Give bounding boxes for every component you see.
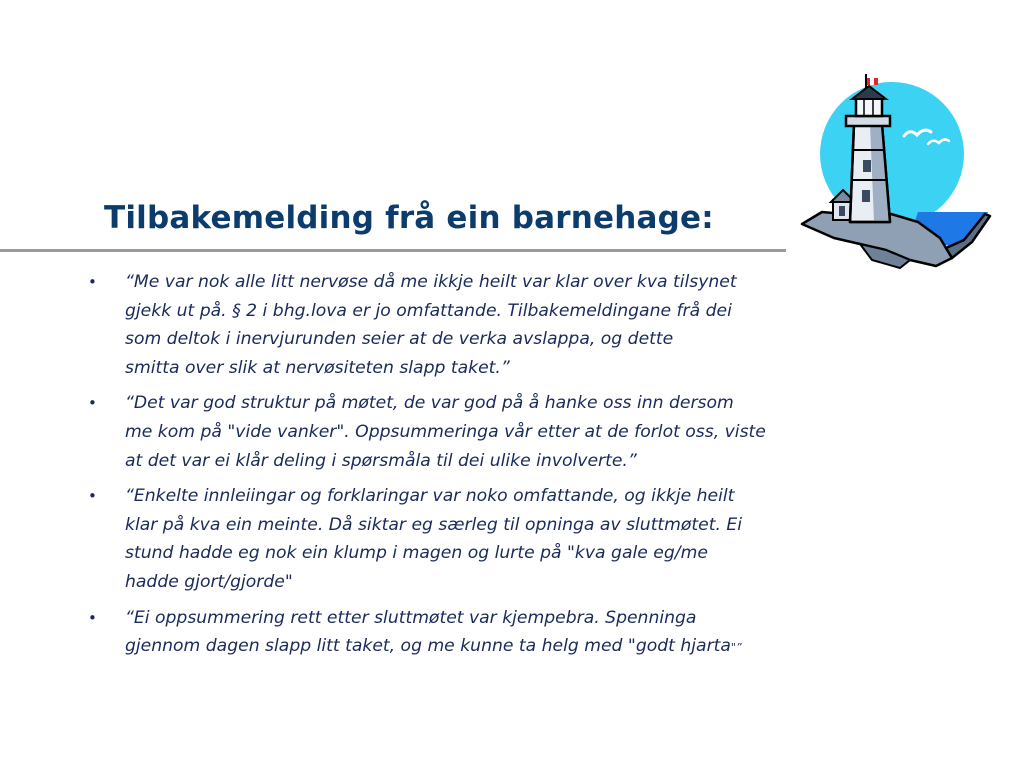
quote-line: som deltok i inervjurunden seier at de verka avslappa, og dette bbox=[125, 329, 674, 350]
quote-line: “Enkelte innleiingar og forklaringar var noko omfattande, og ikkje heilt bbox=[125, 486, 735, 507]
list-item bbox=[88, 268, 888, 382]
title-divider bbox=[0, 249, 786, 252]
slide-title: Tilbakemelding frå ein barnehage: bbox=[104, 200, 714, 236]
bullet-marker: • bbox=[88, 394, 97, 413]
bullet-marker: • bbox=[88, 487, 97, 506]
quote-line: stund hadde eg nok ein klump i magen og lurte på "kva gale eg/me bbox=[125, 543, 708, 564]
quote-line: “Me var nok alle litt nervøse då me ikkje heilt var klar over kva tilsynet bbox=[125, 272, 737, 292]
quote-line: at det var ei klår deling i spørsmåla til dei ulike involverte.” bbox=[125, 450, 637, 471]
lighthouse-icon bbox=[800, 72, 995, 272]
list-item bbox=[88, 389, 888, 475]
closing-quote: "” bbox=[730, 641, 742, 655]
quote-line bbox=[125, 632, 888, 663]
quote-line: hadde gjort/gjorde" bbox=[125, 571, 293, 592]
quote-text: gjennom dagen slapp litt taket, og me kunne ta helg med "godt hjarta bbox=[125, 636, 731, 657]
quote-line: “Ei oppsummering rett etter sluttmøtet var kjempebra. Spenninga bbox=[125, 607, 697, 628]
list-item bbox=[88, 604, 888, 663]
quote-line: “Det var god struktur på møtet, de var god på å hanke oss inn dersom bbox=[125, 393, 734, 414]
quote-line: smitta over slik at nervøsiteten slapp taket.” bbox=[125, 357, 510, 378]
list-item bbox=[88, 482, 888, 596]
bullet-marker: • bbox=[88, 273, 97, 291]
quote-line: gjekk ut på. § 2 i bhg.lova er jo omfattande. Tilbakemeldingane frå dei bbox=[125, 300, 732, 321]
bullet-marker: • bbox=[88, 608, 97, 627]
quote-line: klar på kva ein meinte. Då siktar eg særleg til opninga av sluttmøtet. Ei bbox=[125, 514, 743, 535]
quote-list bbox=[88, 268, 888, 670]
quote-line: me kom på "vide vanker". Oppsummeringa vår etter at de forlot oss, viste bbox=[125, 421, 766, 442]
